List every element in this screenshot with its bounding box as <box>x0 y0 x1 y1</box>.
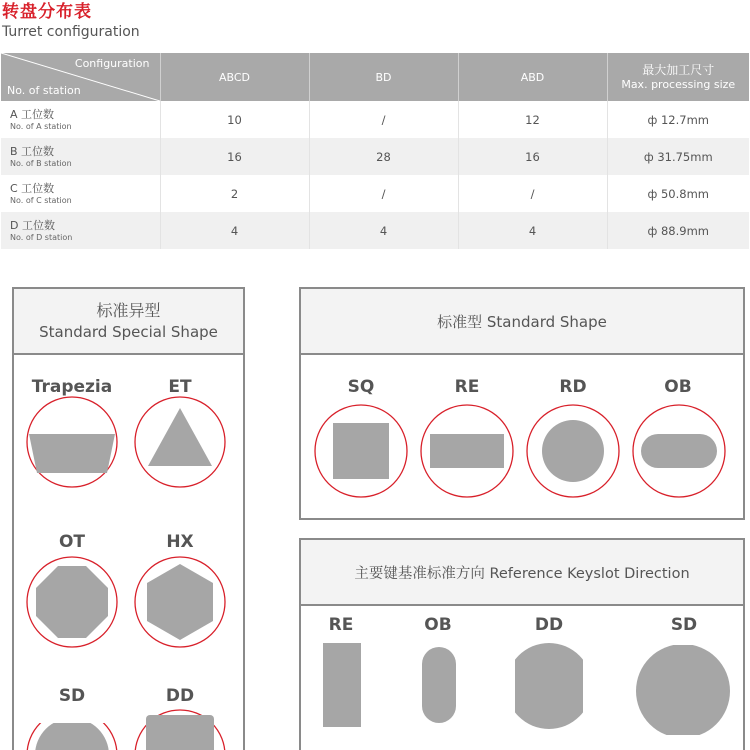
page-header <box>2 2 140 41</box>
keyslot-label-ob: OB <box>424 615 452 635</box>
hexagon-icon <box>134 556 226 648</box>
shape-label-dd: DD <box>165 686 195 706</box>
row-label-en: No. of A station <box>10 121 72 131</box>
keyslot-label-re: RE <box>328 615 354 635</box>
sd-icon <box>26 709 118 750</box>
corner-header <box>1 53 160 101</box>
table-row <box>1 212 749 249</box>
table-row <box>1 101 749 138</box>
keyslot-re-icon <box>322 642 362 728</box>
square-icon <box>314 404 408 498</box>
corner-bottom-label: No. of station <box>7 84 81 97</box>
oblong-icon <box>632 404 726 498</box>
keyslot-title: 主要键基准标准方向 Reference Keyslot Direction <box>354 565 690 582</box>
table-cell: / <box>458 175 607 212</box>
keyslot-sd-icon <box>635 643 731 733</box>
corner-top-label: Configuration <box>74 57 150 70</box>
special-shape-title-en: Standard Special Shape <box>39 323 218 341</box>
rectangle-icon <box>420 404 514 498</box>
row-label <box>1 212 160 249</box>
shape-label-hx: HX <box>166 532 194 552</box>
table-cell: 2 <box>160 175 309 212</box>
table-cell: 16 <box>458 138 607 175</box>
row-label <box>1 101 160 138</box>
max-size-header <box>607 53 749 101</box>
shape-label-ob: OB <box>664 377 692 397</box>
row-label-en: No. of D station <box>10 232 73 242</box>
turret-table <box>1 53 749 249</box>
keyslot-header <box>301 540 743 606</box>
standard-shape-panel <box>299 287 745 520</box>
keyslot-ob-icon <box>422 647 456 723</box>
max-size-cell: ф 12.7mm <box>647 112 709 127</box>
table-row <box>1 138 749 175</box>
row-label-en: No. of B station <box>10 158 72 168</box>
row-label-cn: B 工位数 <box>10 144 55 158</box>
row-label-cn: C 工位数 <box>10 181 55 195</box>
shape-label-et: ET <box>168 377 192 397</box>
row-label-cn: D 工位数 <box>10 218 55 232</box>
row-label <box>1 138 160 175</box>
col-header: ABCD <box>160 53 309 101</box>
max-size-cell: ф 88.9mm <box>607 212 749 249</box>
table-row <box>1 175 749 212</box>
keyslot-body <box>301 606 743 750</box>
row-label <box>1 175 160 212</box>
dd-icon <box>134 709 226 750</box>
table-cell: 28 <box>309 138 458 175</box>
shape-label-sd: SD <box>58 686 86 706</box>
keyslot-dd-icon <box>513 643 585 729</box>
special-shape-title-cn: 标准异型 <box>96 301 161 320</box>
table-cell: 16 <box>160 138 309 175</box>
et-icon <box>134 396 226 488</box>
row-label-cn: A 工位数 <box>10 107 55 121</box>
standard-shape-body <box>301 355 743 518</box>
max-size-header-en: Max. processing size <box>621 78 736 91</box>
table-cell: 4 <box>458 212 607 249</box>
max-size-header-cn: 最大加工尺寸 <box>642 63 715 77</box>
special-shape-body <box>14 355 243 750</box>
special-shape-header <box>14 289 243 355</box>
round-icon <box>526 404 620 498</box>
special-shape-panel <box>12 287 245 750</box>
max-size-cell: ф 31.75mm <box>607 138 749 175</box>
col-header: BD <box>309 53 458 101</box>
table-cell: 10 <box>160 101 309 138</box>
table-cell: 4 <box>160 212 309 249</box>
row-label-en: No. of C station <box>10 195 72 205</box>
standard-shape-header <box>301 289 743 355</box>
table-cell: 12 <box>458 101 607 138</box>
title-cn: 转盘分布表 <box>2 2 92 22</box>
table-cell: 4 <box>309 212 458 249</box>
table-header-row <box>1 53 749 101</box>
keyslot-label-dd: DD <box>534 615 564 635</box>
shape-label-re: RE <box>454 377 480 397</box>
shape-label-ot: OT <box>58 532 86 552</box>
col-header: ABD <box>458 53 607 101</box>
keyslot-panel <box>299 538 745 750</box>
max-size-cell: ф 50.8mm <box>647 186 709 201</box>
octagon-icon <box>26 556 118 648</box>
table-cell: / <box>309 101 458 138</box>
shape-label-sq: SQ <box>347 377 375 397</box>
trapezia-icon <box>26 396 118 488</box>
shape-label-trapezia: Trapezia <box>31 377 113 397</box>
standard-shape-title: 标准型 Standard Shape <box>437 312 607 331</box>
shape-label-rd: RD <box>559 377 587 397</box>
keyslot-label-sd: SD <box>670 615 698 635</box>
title-en: Turret configuration <box>2 24 140 40</box>
table-cell: / <box>309 175 458 212</box>
